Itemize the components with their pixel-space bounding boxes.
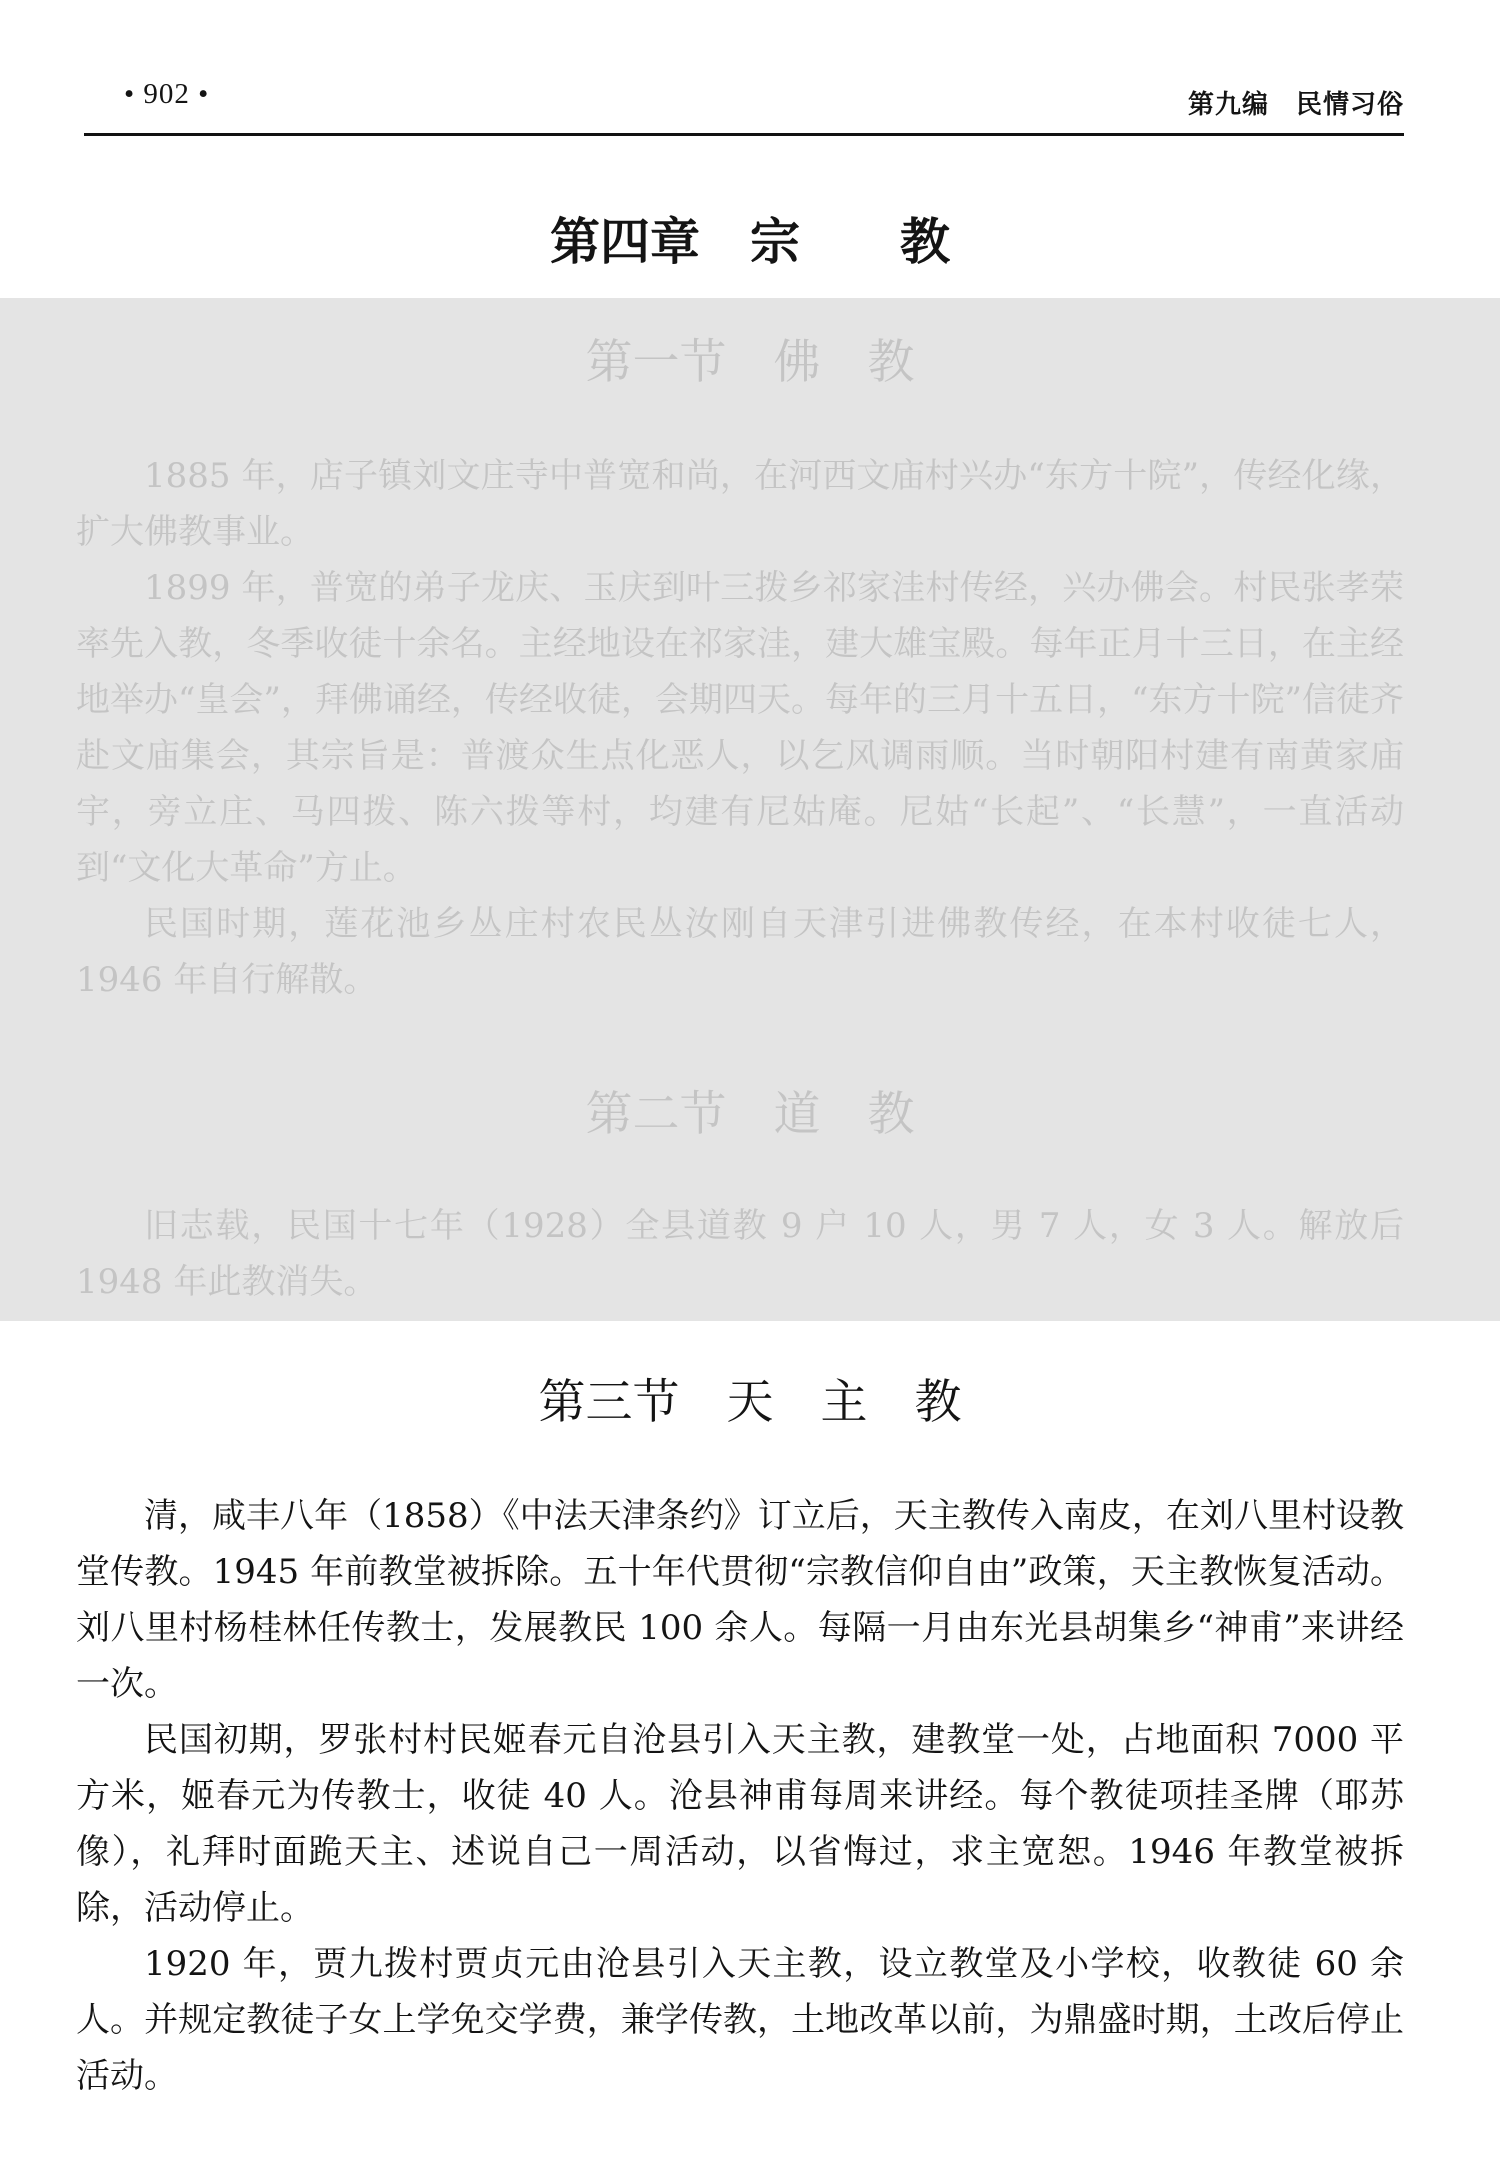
chapter-title: 第四章 宗 教 bbox=[550, 213, 950, 271]
paragraph: 旧志载，民国十七年（1928）全县道教 9 户 10 人，男 7 人，女 3 人。解放后 1948 年此教消失。 bbox=[76, 1206, 1404, 1302]
section-title-taoism: 第二节 道 教 bbox=[585, 1087, 915, 1142]
paragraph: 1885 年，店子镇刘文庄寺中普宽和尚，在河西文庙村兴办“东方十院”，传经化缘，扩大佛教事业。 bbox=[76, 456, 1404, 552]
paragraph: 清，咸丰八年（1858）《中法天津条约》订立后，天主教传入南皮，在刘八里村设教堂传教。1945 年前教堂被拆除。五十年代贯彻“宗教信仰自由”政策，天主教恢复活动。刘八里村杨桂林任传教士，发展教民 100 余人。每隔一月由东光县胡集乡“神甫”来讲经一次。 bbox=[76, 1496, 1404, 1704]
paragraph: 民国初期，罗张村村民姬春元自沧县引入天主教，建教堂一处，占地面积 7000 平方米，姬春元为传教士，收徒 40 人。沧县神甫每周来讲经。每个教徒项挂圣牌（耶苏像），礼拜时面跪天主、述说自己一周活动，以省悔过，求主宽恕。1946 年教堂被拆除，活动停止。 bbox=[76, 1720, 1404, 1928]
paragraph: 1899 年，普宽的弟子龙庆、玉庆到叶三拨乡祁家洼村传经，兴办佛会。村民张孝荣率先入教，冬季收徒十余名。主经地设在祁家洼，建大雄宝殿。每年正月十三日，在主经地举办“皇会”，拜佛诵经，传经收徒，会期四天。每年的三月十五日，“东方十院”信徒齐赴文庙集会，其宗旨是：普渡众生点化恶人，以乞风调雨顺。当时朝阳村建有南黄家庙宇，旁立庄、马四拨、陈六拨等村，均建有尼姑庵。尼姑“长起”、“长慧”，一直活动到“文化大革命”方止。 bbox=[76, 568, 1404, 888]
paragraph: 民国时期，莲花池乡丛庄村农民丛汝刚自天津引进佛教传经，在本村收徒七人，1946 年自行解散。 bbox=[76, 904, 1404, 1000]
paragraph: 1920 年，贾九拨村贾贞元由沧县引入天主教，设立教堂及小学校，收教徒 60 余人。并规定教徒子女上学免交学费，兼学传教，土地改革以前，为鼎盛时期，土改后停止活动。 bbox=[76, 1944, 1404, 2096]
section-body-buddhism bbox=[76, 448, 1404, 1008]
section-body-taoism bbox=[76, 1198, 1404, 1310]
header-rule bbox=[84, 133, 1404, 136]
running-head: 第九编 民情习俗 bbox=[1187, 90, 1404, 120]
page-number: • 902 • bbox=[124, 78, 210, 110]
section-title-catholicism: 第三节 天 主 教 bbox=[538, 1375, 962, 1430]
section-title-buddhism: 第一节 佛 教 bbox=[585, 335, 915, 390]
section-body-catholicism bbox=[76, 1488, 1404, 2104]
